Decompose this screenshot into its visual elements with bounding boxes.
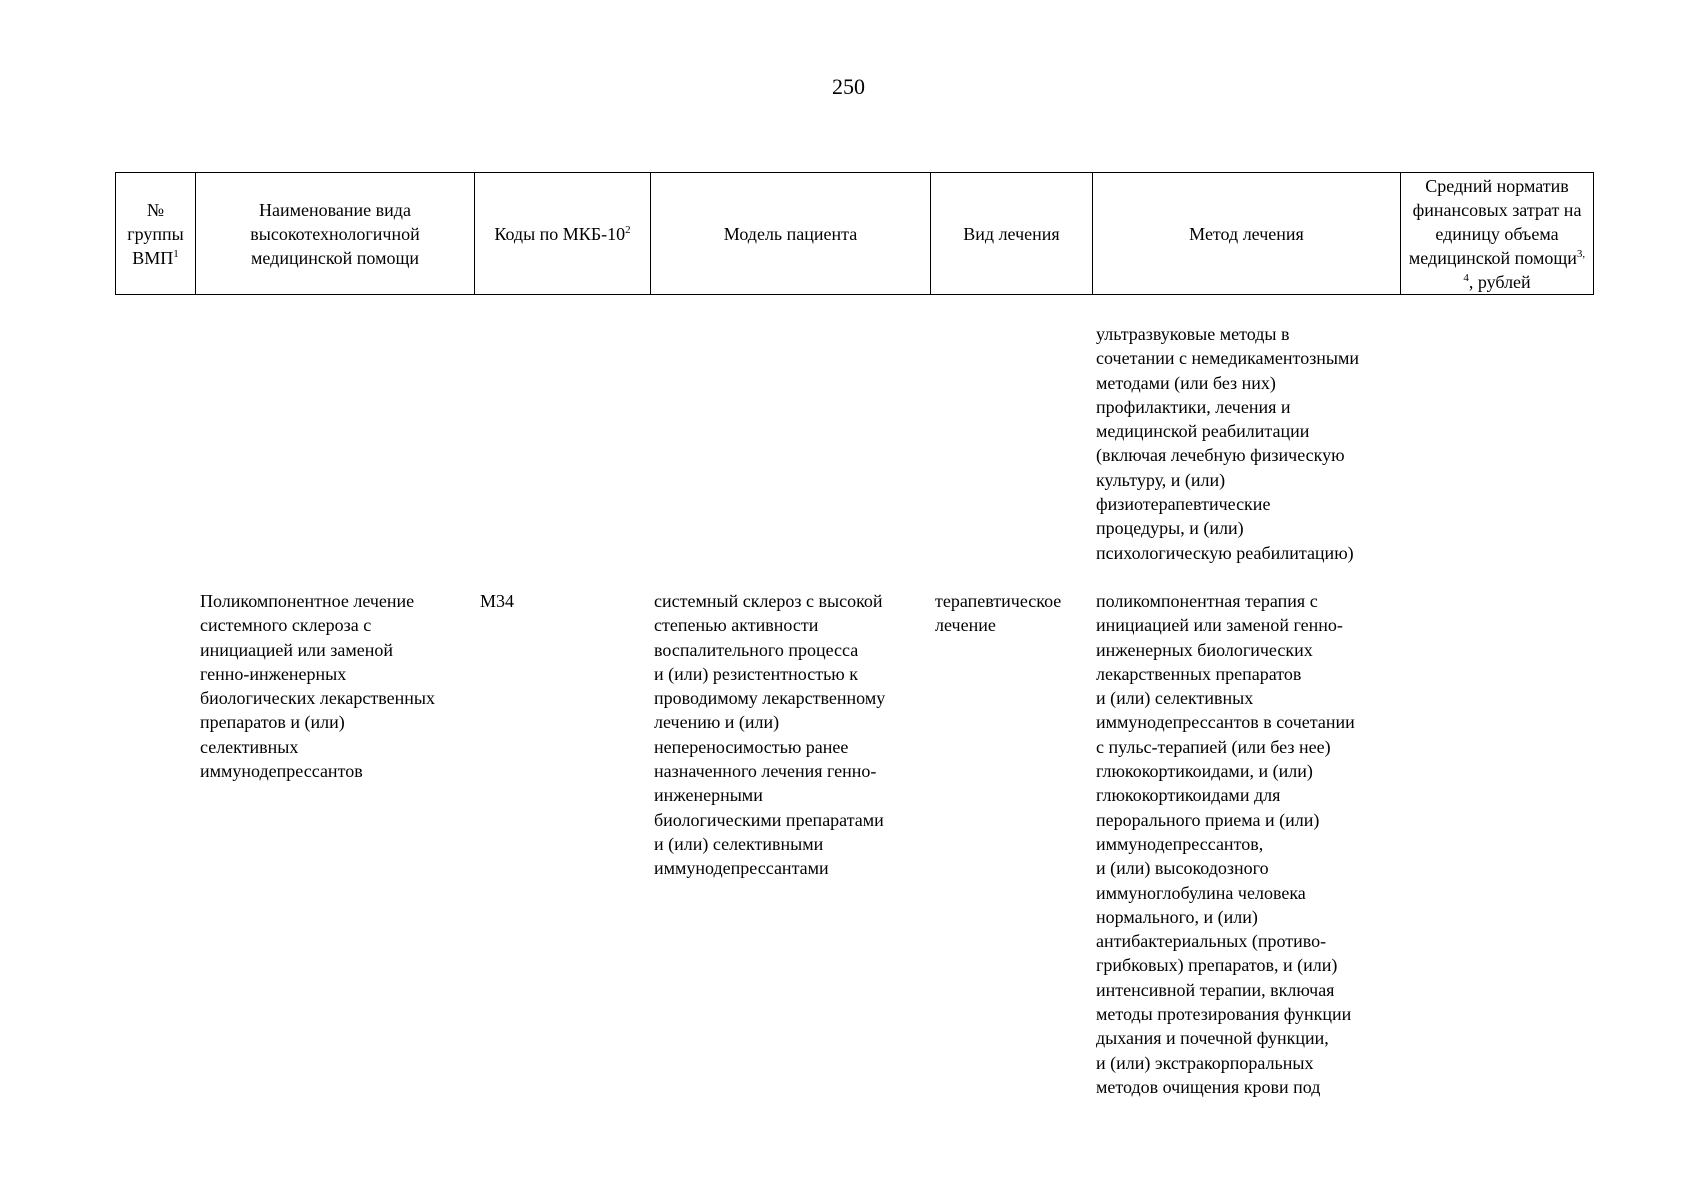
header-icd-codes — [475, 173, 651, 295]
footnote-marker: 2 — [625, 223, 631, 236]
header-cost-standard — [1401, 173, 1594, 295]
header-cost-standard-label: Средний норматив финансовых затрат на единицу объема медицинской помощи — [1408, 175, 1582, 268]
row-2-treatment-method: поликомпонентная терапия с инициацией или заменой генно- инженерных биологических лекарственных препаратов и (или) селективных иммунодепрессантов в сочетании с пульс-терапией (или без нее) глюкокортикоидами, и (или) глюкокортикоидами для перорального приема и (или) иммунодепрессантов, и (или) высокодозного иммуноглобулина человека нормального, и (или) антибактериальных (противо- грибковых) препаратов, и (или) интенсивной терапии, включая методы протезирования функции дыхания и почечной функции, и (или) экстракорпоральных методов очищения крови под — [1096, 591, 1355, 1097]
table-header — [115, 172, 1594, 295]
page-number: 250 — [832, 74, 865, 99]
footnote-marker: 3, 4 — [1463, 247, 1586, 284]
header-group-number — [116, 173, 196, 295]
header-cost-currency: , рублей — [1468, 271, 1531, 292]
header-treatment-type-label: Вид лечения — [963, 223, 1060, 244]
header-treatment-method-label: Метод лечения — [1189, 223, 1304, 244]
header-treatment-type — [931, 173, 1093, 295]
footnote-marker: 1 — [173, 247, 179, 260]
header-care-type-name-label: Наименование вида высокотехнологичной медицинской помощи — [250, 199, 420, 268]
header-care-type-name — [196, 173, 475, 295]
row-1-treatment-method: ультразвуковые методы в сочетании с немедикаментозными методами (или без них) профилактики, лечения и медицинской реабилитации (включая лечебную физическую культуру, и (или) физиотерапевтические процедуры, и (или) психологическую реабилитацию) — [1096, 324, 1360, 563]
row-2-patient-model: системный склероз с высокой степенью активности воспалительного процесса и (или) резистентностью к проводимому лекарственному лечению и (или) непереносимостью ранее назначенного лечения генно- инженерными биологическими препаратами и (или) селективными иммунодепрессантами — [654, 591, 886, 879]
row-2-icd-codes: M34 — [480, 591, 515, 611]
header-patient-model — [651, 173, 931, 295]
header-group-number-label: № группы ВМП — [127, 199, 184, 268]
header-treatment-method — [1093, 173, 1401, 295]
row-2-treatment-type: терапевтическое лечение — [935, 591, 1062, 636]
row-2-care-type-name: Поликомпонентное лечение системного склероза с инициацией или заменой генно-инженерных биологических лекарственных препаратов и (или) селективных иммунодепрессантов — [200, 591, 435, 782]
header-icd-codes-label: Коды по МКБ-10 — [494, 223, 626, 244]
header-patient-model-label: Модель пациента — [723, 223, 858, 244]
